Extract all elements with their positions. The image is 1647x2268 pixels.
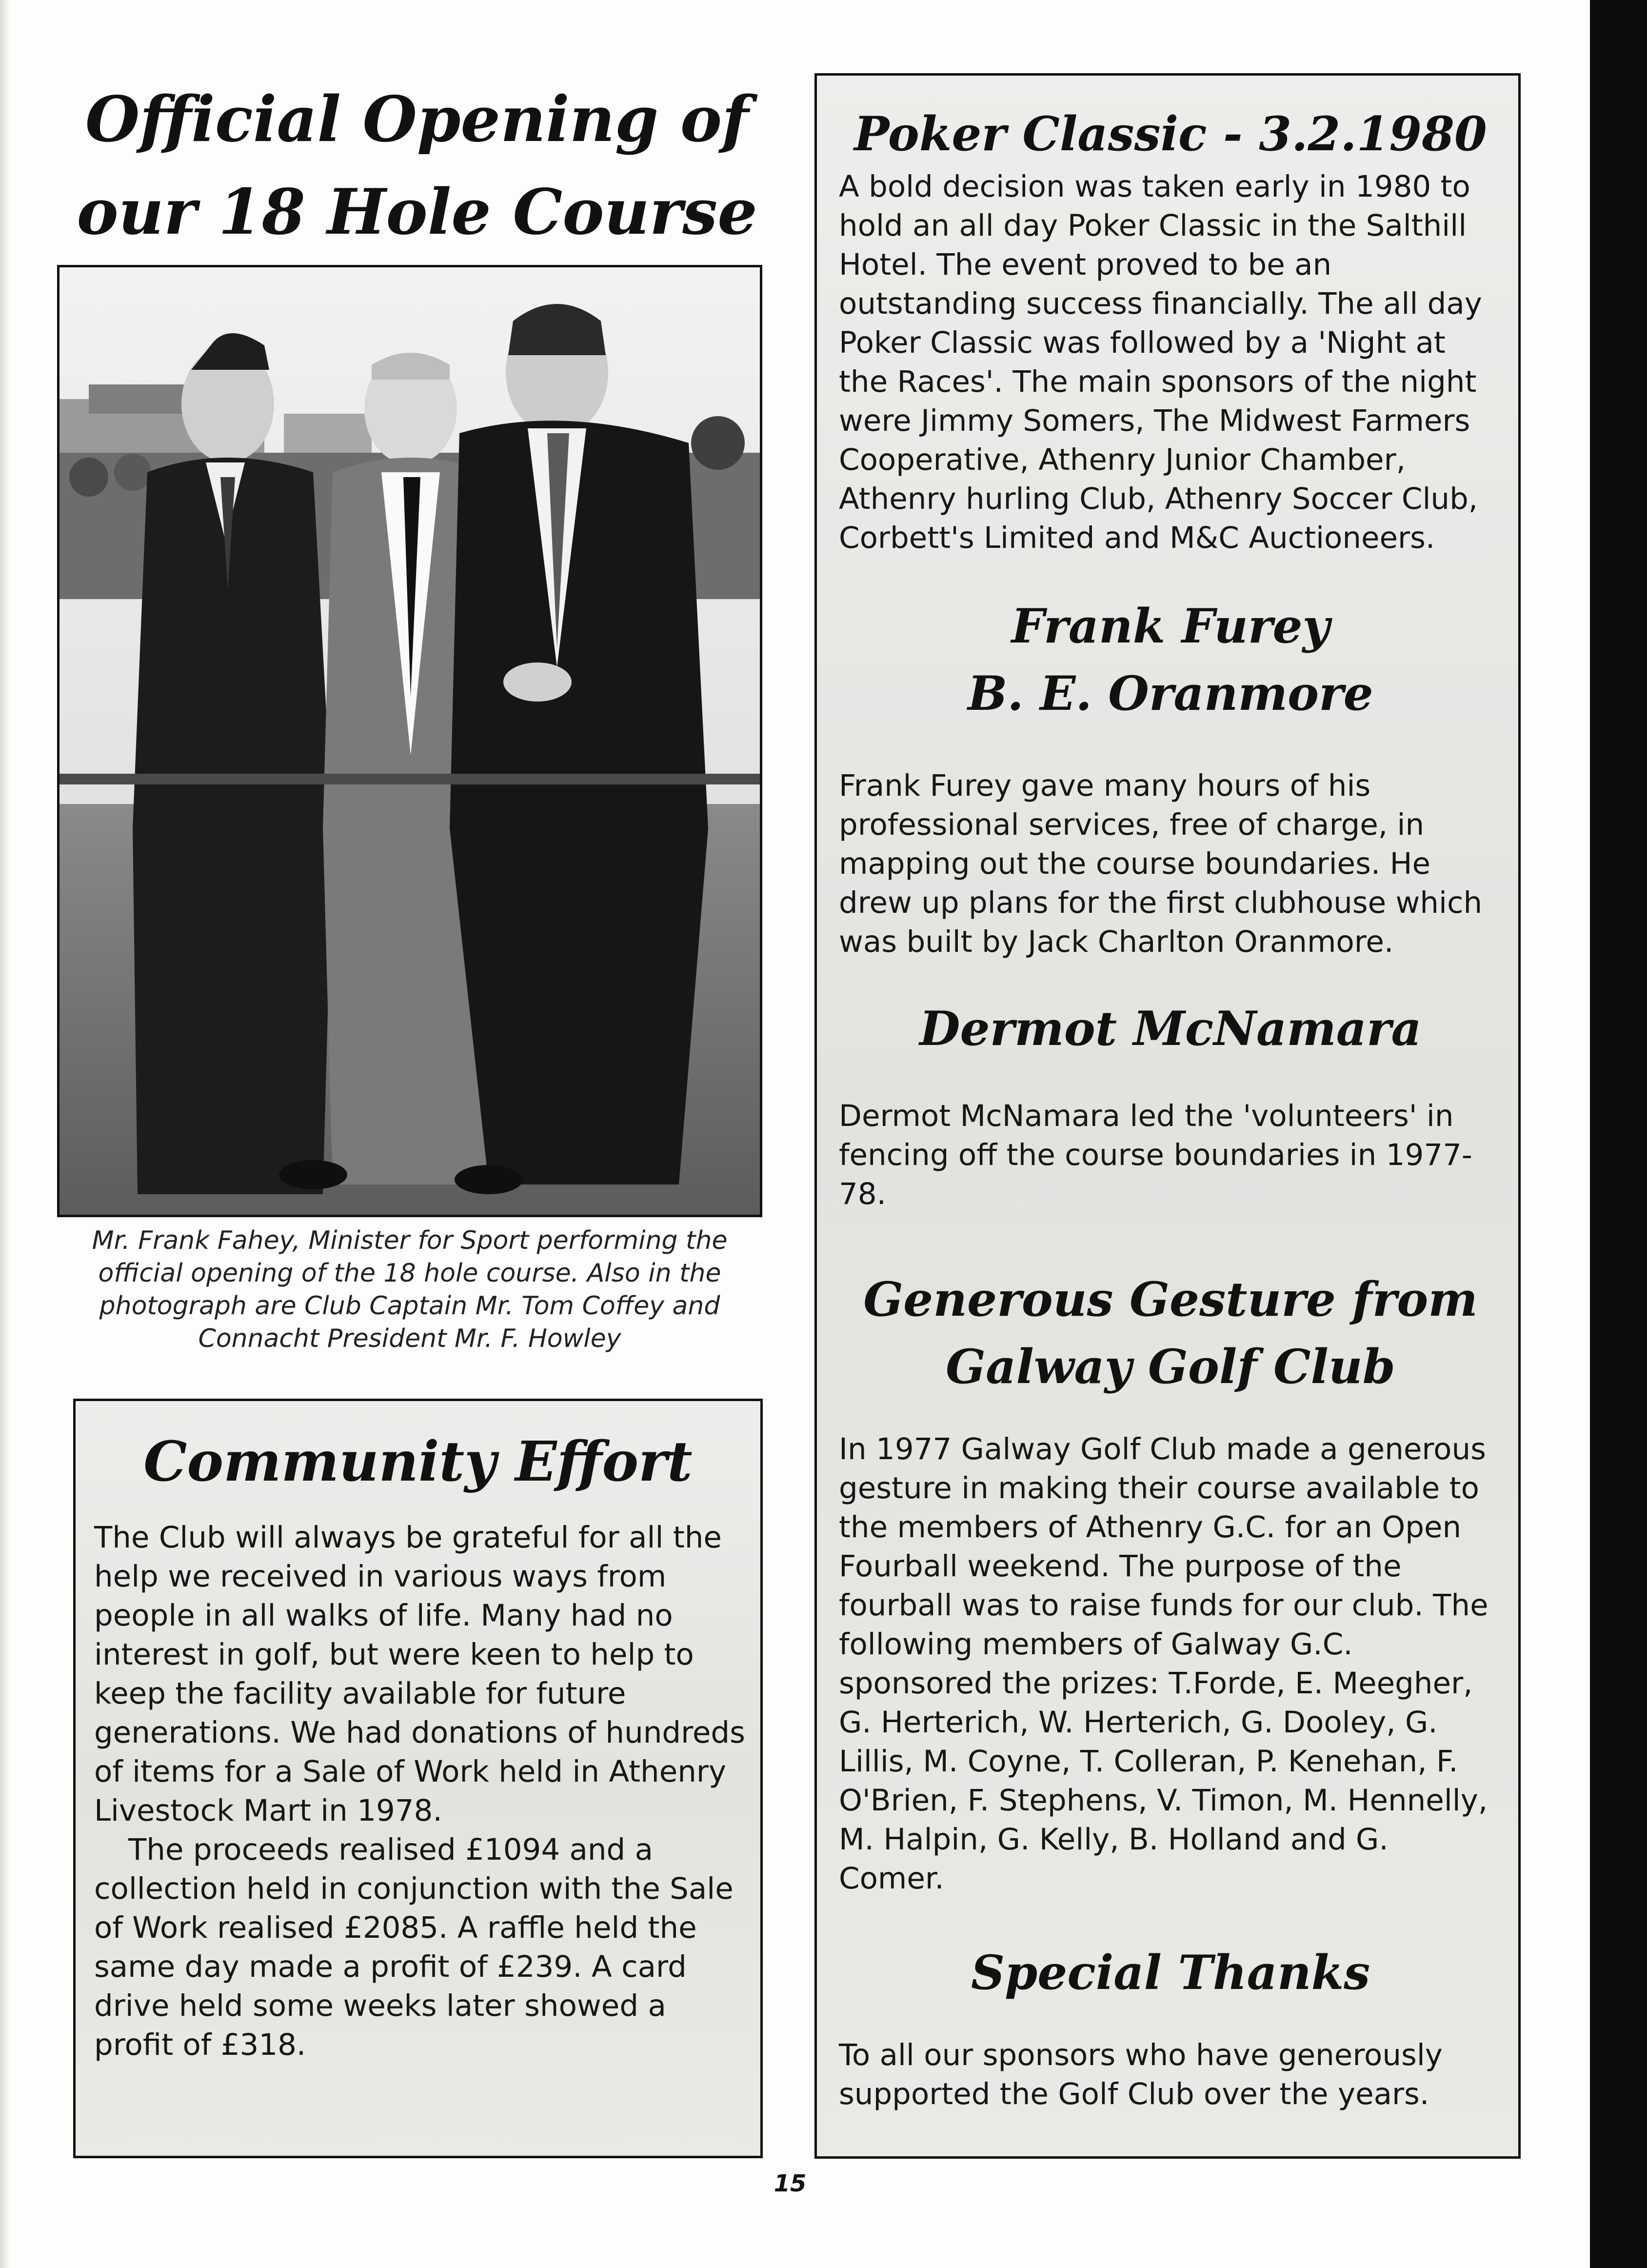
dermot-mcnamara-heading: Dermot McNamara: [919, 1001, 1422, 1056]
history-column-box: [814, 73, 1521, 2159]
page-right-edge-scan-border: [1590, 0, 1647, 2268]
page-left-edge-shadow: [0, 0, 10, 2268]
dermot-mcnamara-section: [839, 995, 1502, 1214]
poker-classic-section: [839, 105, 1502, 558]
community-effort-paragraph-1: The Club will always be grateful for all the help we received in various ways from people in all walks of life. Many had no interest in golf, but were keen to help to keep the facility available for future generations. We had donations of hundreds of items for a Sale of Work held in Athenry Livestock Mart in 1978.: [94, 1520, 745, 1828]
frank-furey-heading-line-2: B. E. Oranmore: [968, 666, 1373, 721]
frank-furey-heading: [839, 593, 1502, 727]
special-thanks-section: [839, 1939, 1502, 2114]
community-effort-paragraph-2: The proceeds realised £1094 and a collection held in conjunction with the Sale of Work realised £2085. A raffle held the same day made a profit of £239. A card drive held some weeks later showed a profit of £318.: [94, 1832, 734, 2062]
generous-gesture-heading: [839, 1266, 1502, 1401]
page-title-line-2: our 18 Hole Course: [77, 176, 757, 249]
poker-classic-heading: Poker Classic - 3.2.1980: [854, 106, 1487, 161]
dermot-mcnamara-body: Dermot McNamara led the 'volunteers' in fencing off the course boundaries in 1977-78.: [839, 1099, 1472, 1211]
community-effort-body: [94, 1518, 748, 2065]
page-title-line-1: Official Opening of: [85, 83, 749, 156]
generous-gesture-heading-line-2: Galway Golf Club: [946, 1339, 1395, 1394]
photo-caption: Mr. Frank Fahey, Minister for Sport performing the official opening of the 18 hole course. Also in the photograph are Club Captain Mr. Tom Coffey and Connacht President Mr. F. Howley: [92, 1226, 728, 1353]
frank-furey-body: Frank Furey gave many hours of his professional services, free of charge, in mapping out the course boundaries. He drew up plans for the first clubhouse which was built by Jack Charlton Oranmore.: [839, 768, 1483, 959]
community-effort-box: [73, 1399, 763, 2158]
generous-gesture-heading-line-1: Generous Gesture from: [863, 1272, 1478, 1327]
special-thanks-body: To all our sponsors who have generously supported the Golf Club over the years.: [839, 2038, 1443, 2111]
page-number: 15: [774, 2170, 807, 2197]
frank-furey-heading-line-1: Frank Furey: [1011, 599, 1330, 654]
opening-photograph: [57, 265, 762, 1217]
page-title: [63, 73, 771, 259]
frank-furey-section: [839, 593, 1502, 962]
photo-illustration: [60, 267, 760, 1215]
community-effort-heading: Community Effort: [143, 1430, 693, 1494]
special-thanks-heading: Special Thanks: [971, 1945, 1370, 2000]
generous-gesture-section: [839, 1266, 1502, 1898]
poker-classic-body: A bold decision was taken early in 1980 to hold an all day Poker Classic in the Salthill Hotel. The event proved to be an outstanding success financially. The all day Poker Classic was followed by a 'Night at the Races'. The main sponsors of the night were Jimmy Somers, The Midwest Farmers Cooperative, Athenry Junior Chamber, Athenry hurling Club, Athenry Soccer Club, Corbett's Limited and M&C Auctioneers.: [839, 169, 1482, 555]
generous-gesture-body: In 1977 Galway Golf Club made a generous gesture in making their course available to the members of Athenry G.C. for an Open Fourball weekend. The purpose of the fourball was to raise funds for our club. The following members of Galway G.C. sponsored the prizes: T.Forde, E. Meegher, G. Herterich, W. Herterich, G. Dooley, G. Lillis, M. Coyne, T. Colleran, P. Kenehan, F. O'Brien, F. Stephens, V. Timon, M. Hennelly, M. Halpin, G. Kelly, B. Holland and G. Comer.: [839, 1432, 1488, 1896]
